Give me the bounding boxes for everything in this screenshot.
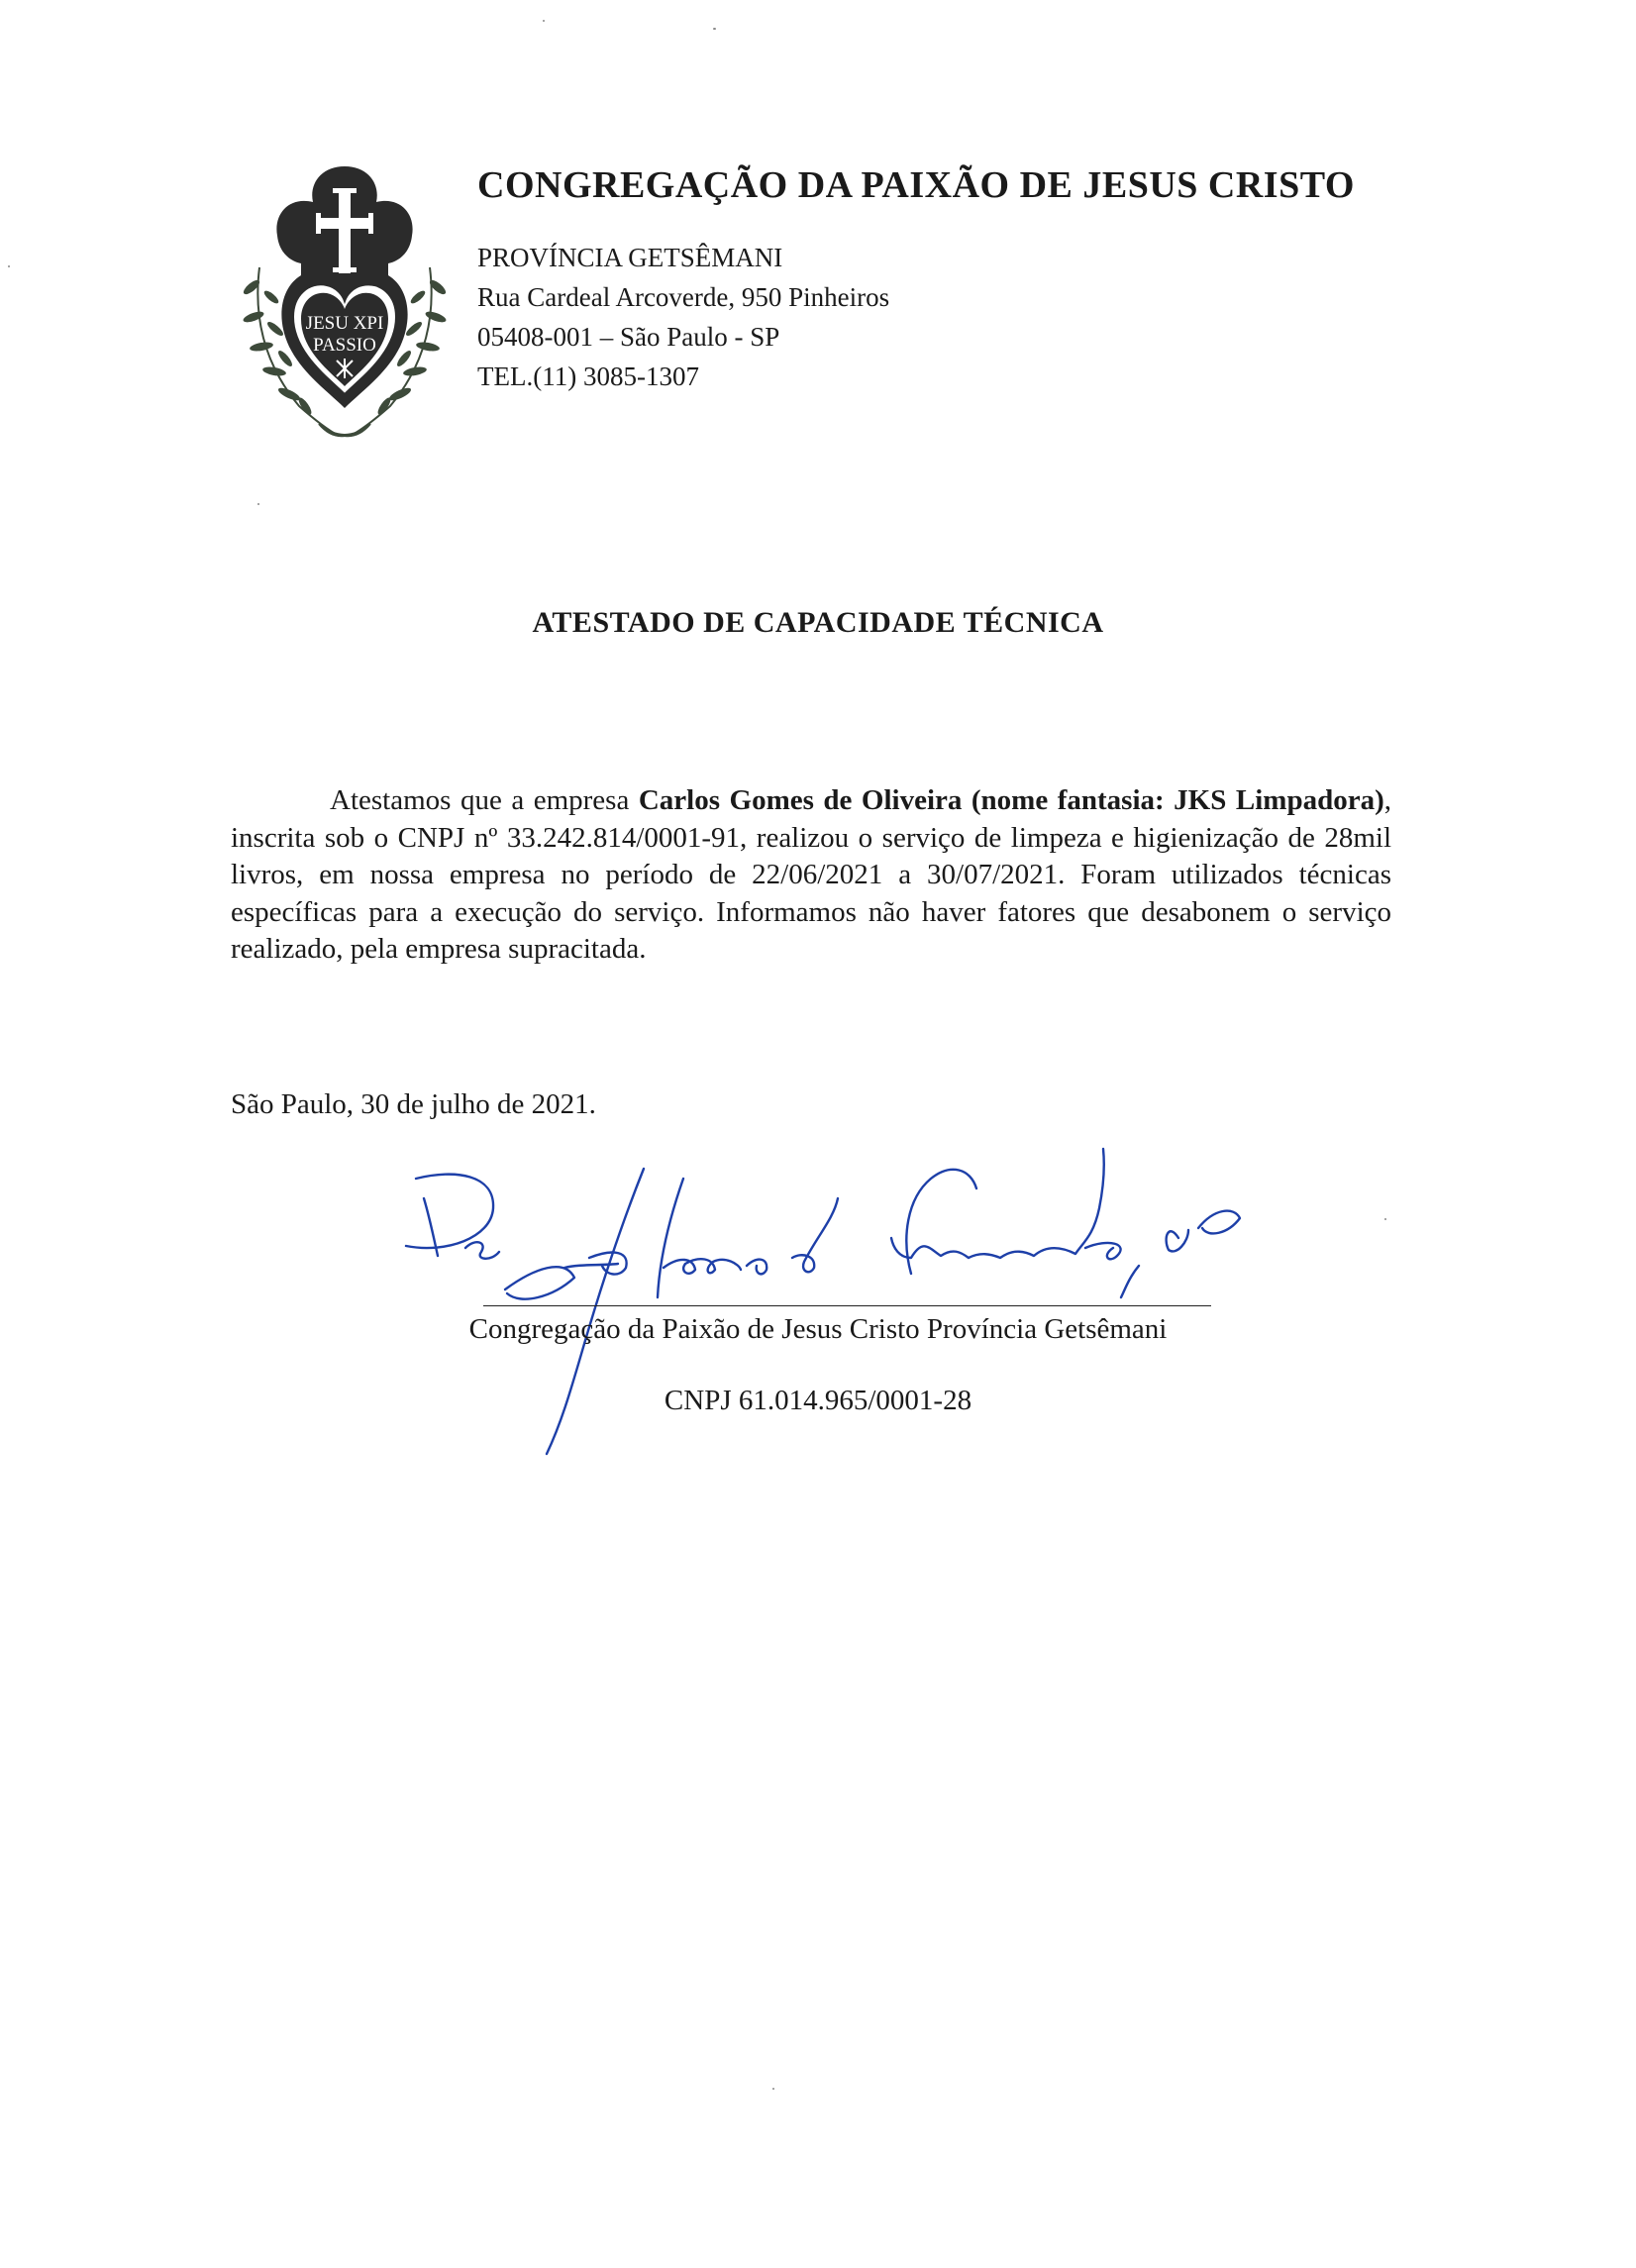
scan-speck	[772, 2088, 774, 2090]
phone-number: TEL.(11) 3085-1307	[477, 361, 699, 391]
attestation-paragraph	[231, 782, 1391, 969]
handwritten-signature	[376, 1139, 1327, 1476]
scan-speck	[1384, 1218, 1386, 1220]
passionist-emblem-logo	[230, 158, 460, 446]
city-postal: 05408-001 – São Paulo - SP	[477, 322, 780, 352]
province-name: PROVÍNCIA GETSÊMANI	[477, 243, 783, 272]
organization-name: CONGREGAÇÃO DA PAIXÃO DE JESUS CRISTO	[477, 164, 1355, 206]
emblem-text-1: JESU XPI	[305, 313, 384, 334]
scan-speck	[257, 503, 259, 505]
date-line: São Paulo, 30 de julho de 2021.	[231, 1088, 596, 1120]
paragraph-body: , inscrita sob o CNPJ nº 33.242.814/0001-91, realizou o serviço de limpeza e higienização de 28mil livros, em nossa empresa no período de 22/06/2021 a 30/07/2021. Foram utilizados técnicas específicas para a execução do serviço. Informamos não haver fatores que desabonem o serviço realizado, pela empresa supracitada.	[231, 784, 1391, 965]
paragraph-intro: Atestamos que a empresa	[330, 784, 639, 816]
company-name: Carlos Gomes de Oliveira (nome fantasia: JKS Limpadora)	[638, 784, 1384, 816]
document-title: ATESTADO DE CAPACIDADE TÉCNICA	[532, 606, 1104, 639]
scan-speck	[8, 265, 10, 267]
scan-speck	[543, 20, 545, 22]
emblem-text-2: PASSIO	[313, 335, 376, 356]
signature-line	[483, 1305, 1211, 1306]
street-address: Rua Cardeal Arcoverde, 950 Pinheiros	[477, 282, 890, 312]
signer-organization: Congregação da Paixão de Jesus Cristo Província Getsêmani	[468, 1313, 1168, 1345]
signer-cnpj: CNPJ 61.014.965/0001-28	[664, 1385, 972, 1416]
scan-speck	[713, 28, 716, 30]
